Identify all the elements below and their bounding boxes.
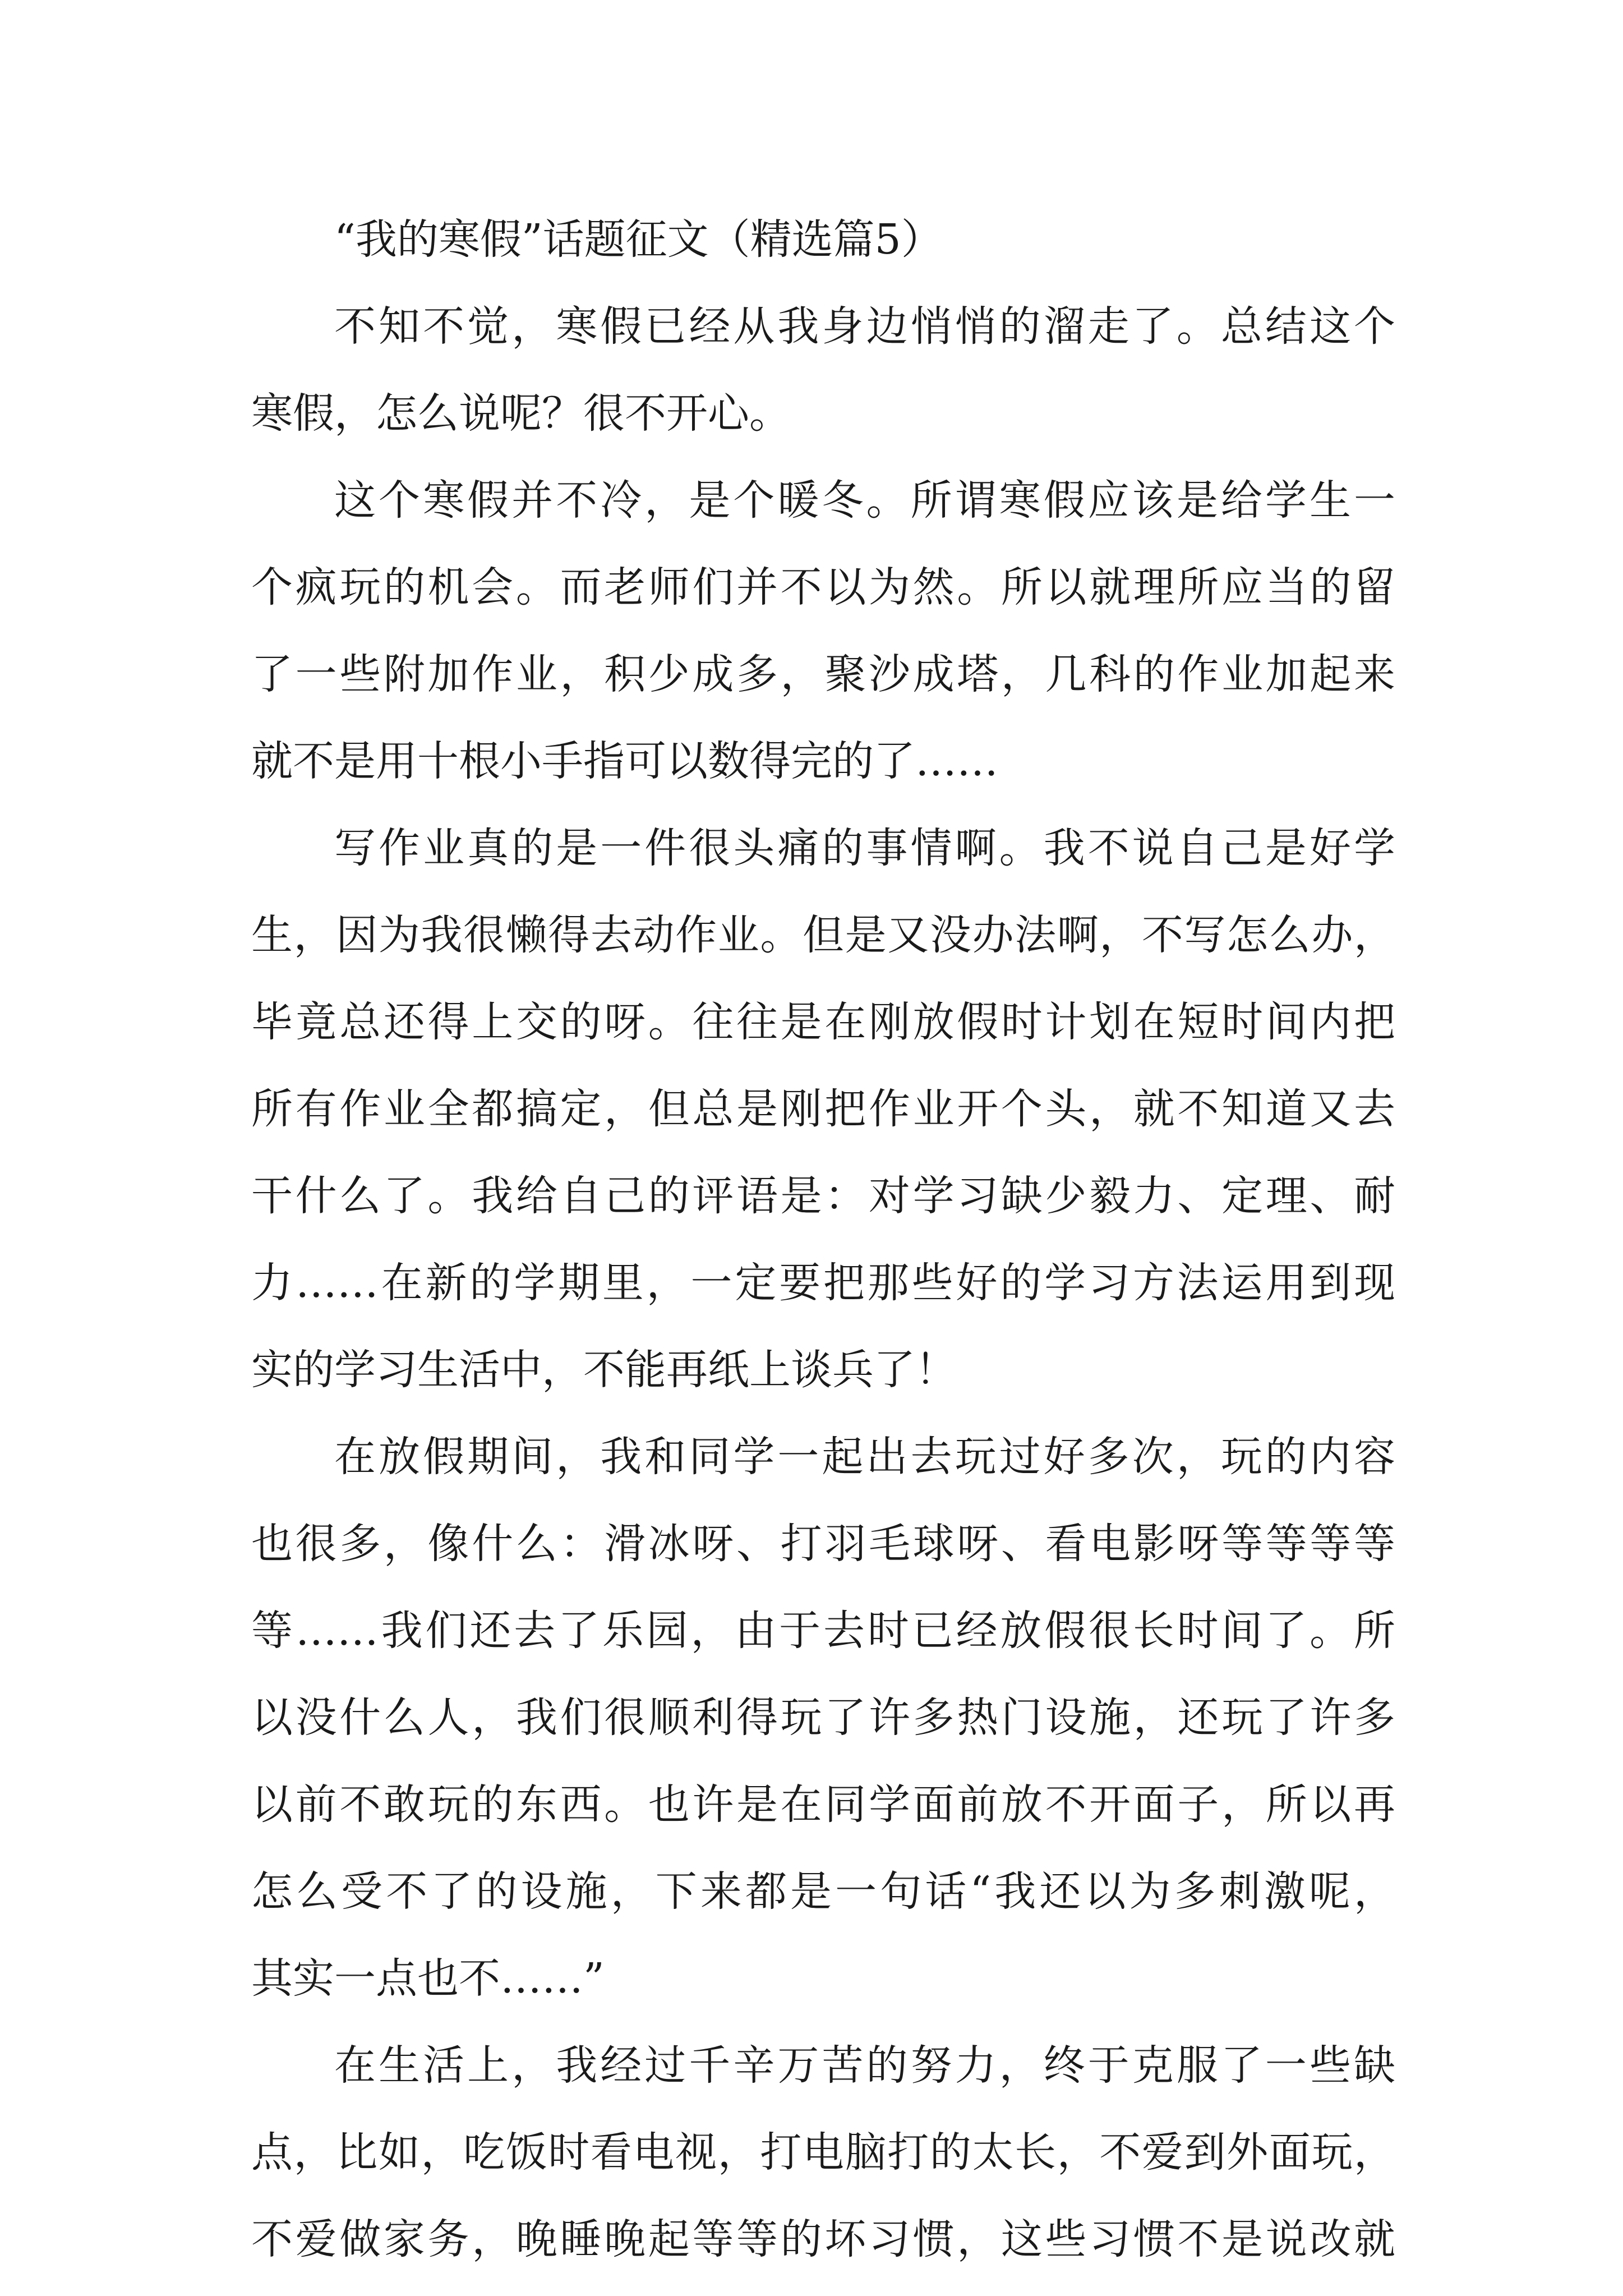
paragraph-line: 力……在新的学期里，一定要把那些好的学习方法运用到现	[251, 1259, 1395, 1307]
paragraph-line: 了一些附加作业，积少成多，聚沙成塔，几科的作业加起来	[251, 650, 1395, 698]
document-title: “我的寒假”话题征文（精选篇5）	[334, 215, 943, 264]
paragraph-line: 也很多，像什么：滑冰呀、打羽毛球呀、看电影呀等等等等	[251, 1520, 1395, 1568]
paragraph-line: 以前不敢玩的东西。也许是在同学面前放不开面子，所以再	[251, 1780, 1395, 1829]
paragraph-line: 毕竟总还得上交的呀。往往是在刚放假时计划在短时间内把	[251, 998, 1395, 1046]
paragraph-line: 所有作业全都搞定，但总是刚把作业开个头，就不知道又去	[251, 1085, 1395, 1133]
paragraph-5	[251, 2022, 1395, 2283]
paragraph-line: 在放假期间，我和同学一起出去玩过好多次，玩的内容	[334, 1433, 1395, 1481]
document-body	[251, 196, 1395, 2283]
paragraph-line: 以没什么人，我们很顺利得玩了许多热门设施，还玩了许多	[251, 1694, 1395, 1742]
paragraph-2	[251, 457, 1395, 805]
paragraph-line: 其实一点也不……”	[251, 1954, 605, 2003]
paragraph-line: 生，因为我很懒得去动作业。但是又没办法啊，不写怎么办，	[251, 911, 1395, 959]
paragraph-line: 不爱做家务，晚睡晚起等等的坏习惯，这些习惯不是说改就	[251, 2215, 1395, 2263]
paragraph-line: 等……我们还去了乐园，由于去时已经放假很长时间了。所	[251, 1607, 1395, 1655]
paragraph-line: 就不是用十根小手指可以数得完的了……	[251, 737, 998, 785]
paragraph-line: 写作业真的是一件很头痛的事情啊。我不说自己是好学	[334, 824, 1395, 872]
paragraph-line: 这个寒假并不冷，是个暖冬。所谓寒假应该是给学生一	[334, 476, 1395, 524]
paragraph-line: 个疯玩的机会。而老师们并不以为然。所以就理所应当的留	[251, 563, 1395, 611]
paragraph-3	[251, 805, 1395, 1414]
paragraph-4	[251, 1414, 1395, 2022]
paragraph-1	[251, 283, 1395, 457]
paragraph-line: 怎么受不了的设施，下来都是一句话“我还以为多刺激呢，	[251, 1867, 1395, 1916]
paragraph-line: 在生活上，我经过千辛万苦的努力，终于克服了一些缺	[334, 2041, 1395, 2090]
paragraph-line: 寒假，怎么说呢？很不开心。	[251, 389, 791, 438]
paragraph-line: 干什么了。我给自己的评语是：对学习缺少毅力、定理、耐	[251, 1172, 1395, 1220]
paragraph-line: 实的学习生活中，不能再纸上谈兵了！	[251, 1346, 957, 1394]
paragraph-line: 不知不觉，寒假已经从我身边悄悄的溜走了。总结这个	[334, 302, 1395, 351]
paragraph-line: 点，比如，吃饭时看电视，打电脑打的太长，不爱到外面玩，	[251, 2128, 1395, 2177]
